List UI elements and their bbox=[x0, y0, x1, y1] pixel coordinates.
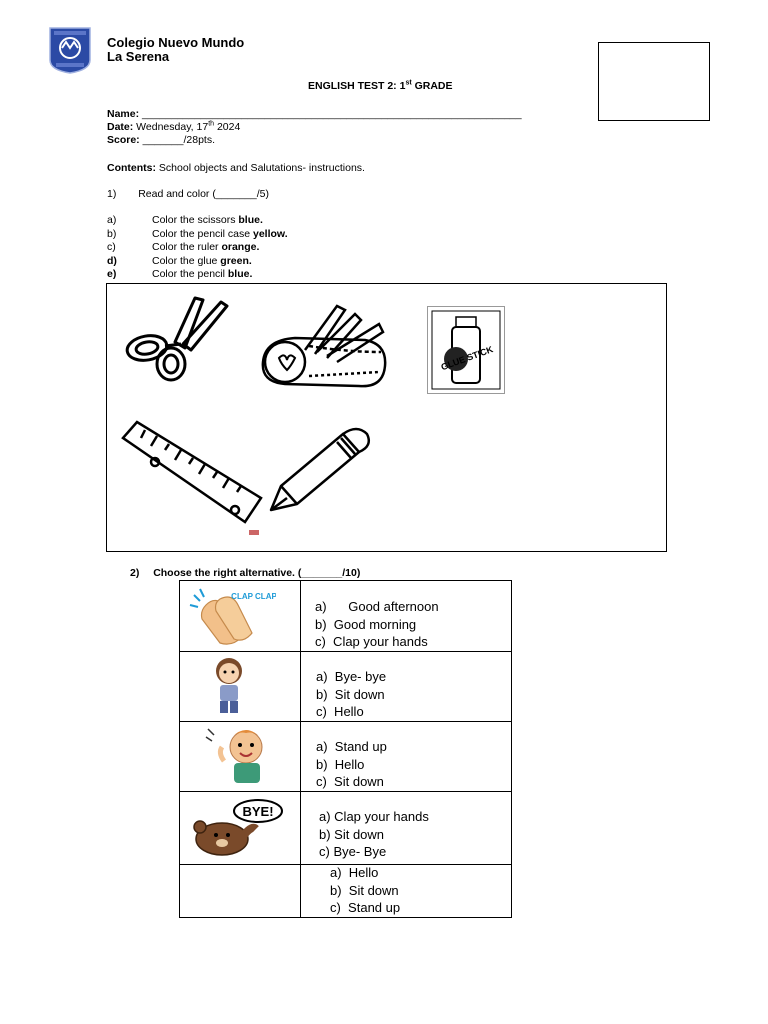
option-item[interactable]: b) Hello bbox=[316, 756, 365, 772]
score-label: Score: bbox=[107, 134, 140, 146]
options-row-4 bbox=[319, 808, 429, 861]
list-item: b) Color the pencil case yellow. bbox=[107, 227, 288, 240]
pencil-case-image bbox=[255, 300, 395, 392]
school-name-line1: Colegio Nuevo Mundo bbox=[107, 35, 245, 50]
option-item[interactable]: a) Good afternoon bbox=[315, 599, 439, 614]
answers-table bbox=[179, 580, 512, 918]
pencil-image bbox=[267, 424, 377, 514]
school-name-line2: La Serena bbox=[107, 49, 170, 64]
bye-text: BYE! bbox=[242, 804, 274, 819]
list-item: e) Color the pencil blue. bbox=[107, 268, 253, 281]
school-logo bbox=[46, 26, 94, 74]
option-item[interactable]: a) Clap your hands bbox=[319, 809, 429, 824]
bye-bear-image bbox=[186, 797, 294, 859]
glue-stick-image bbox=[427, 306, 505, 394]
sitting-girl-image bbox=[206, 655, 252, 717]
options-row-2 bbox=[316, 668, 386, 721]
date-label: Date: bbox=[107, 121, 134, 133]
waving-boy-image bbox=[202, 723, 276, 787]
clap-text: CLAP CLAP bbox=[231, 592, 276, 601]
option-item[interactable]: c) Clap your hands bbox=[315, 634, 428, 649]
option-item[interactable]: c) Hello bbox=[316, 704, 364, 719]
grade-box bbox=[598, 42, 710, 121]
list-item: c) Color the ruler orange. bbox=[107, 241, 260, 254]
name-label: Name: bbox=[107, 108, 140, 120]
option-item[interactable]: c) Stand up bbox=[330, 900, 401, 915]
option-item[interactable]: a) Hello bbox=[330, 865, 379, 880]
option-item[interactable]: b) Good morning bbox=[315, 616, 417, 632]
list-item: a) Color the scissors blue. bbox=[107, 214, 263, 226]
question1-items bbox=[107, 214, 288, 282]
contents-line: Contents: School objects and Salutations- instructions. bbox=[107, 162, 365, 174]
clap-hands-image bbox=[186, 585, 276, 647]
question2-heading: 2) Choose the right alternative. (_______/10) bbox=[130, 567, 361, 579]
small-credit-mark bbox=[249, 530, 259, 535]
options-row-5 bbox=[330, 864, 400, 917]
options-row-1 bbox=[315, 598, 439, 651]
scissors-image bbox=[121, 296, 231, 384]
glue-label: GLUE STICK bbox=[439, 344, 495, 373]
list-item: d) Color the glue green. bbox=[107, 254, 252, 267]
name-field bbox=[107, 107, 522, 121]
question1-heading: 1) Read and color (_______/5) bbox=[107, 188, 269, 200]
ruler-image bbox=[115, 418, 265, 528]
option-item[interactable]: a) Stand up bbox=[316, 739, 387, 754]
option-item[interactable]: b) Sit down bbox=[319, 826, 385, 842]
option-item[interactable]: a) Bye- bye bbox=[316, 669, 387, 684]
test-title: ENGLISH TEST 2: 1st GRADE bbox=[308, 79, 453, 92]
option-item[interactable]: c) Sit down bbox=[316, 774, 384, 789]
score-field: Score: _______/28pts. bbox=[107, 134, 216, 146]
date-field: Date: Wednesday, 17th 2024 bbox=[107, 120, 241, 133]
name-blank: _________________________________________________________________ bbox=[142, 108, 522, 120]
options-row-3 bbox=[316, 738, 387, 791]
option-item[interactable]: b) Sit down bbox=[316, 686, 385, 702]
coloring-images-box bbox=[106, 283, 667, 552]
option-item[interactable]: c) Bye- Bye bbox=[319, 844, 387, 859]
option-item[interactable]: b) Sit down bbox=[330, 882, 399, 898]
